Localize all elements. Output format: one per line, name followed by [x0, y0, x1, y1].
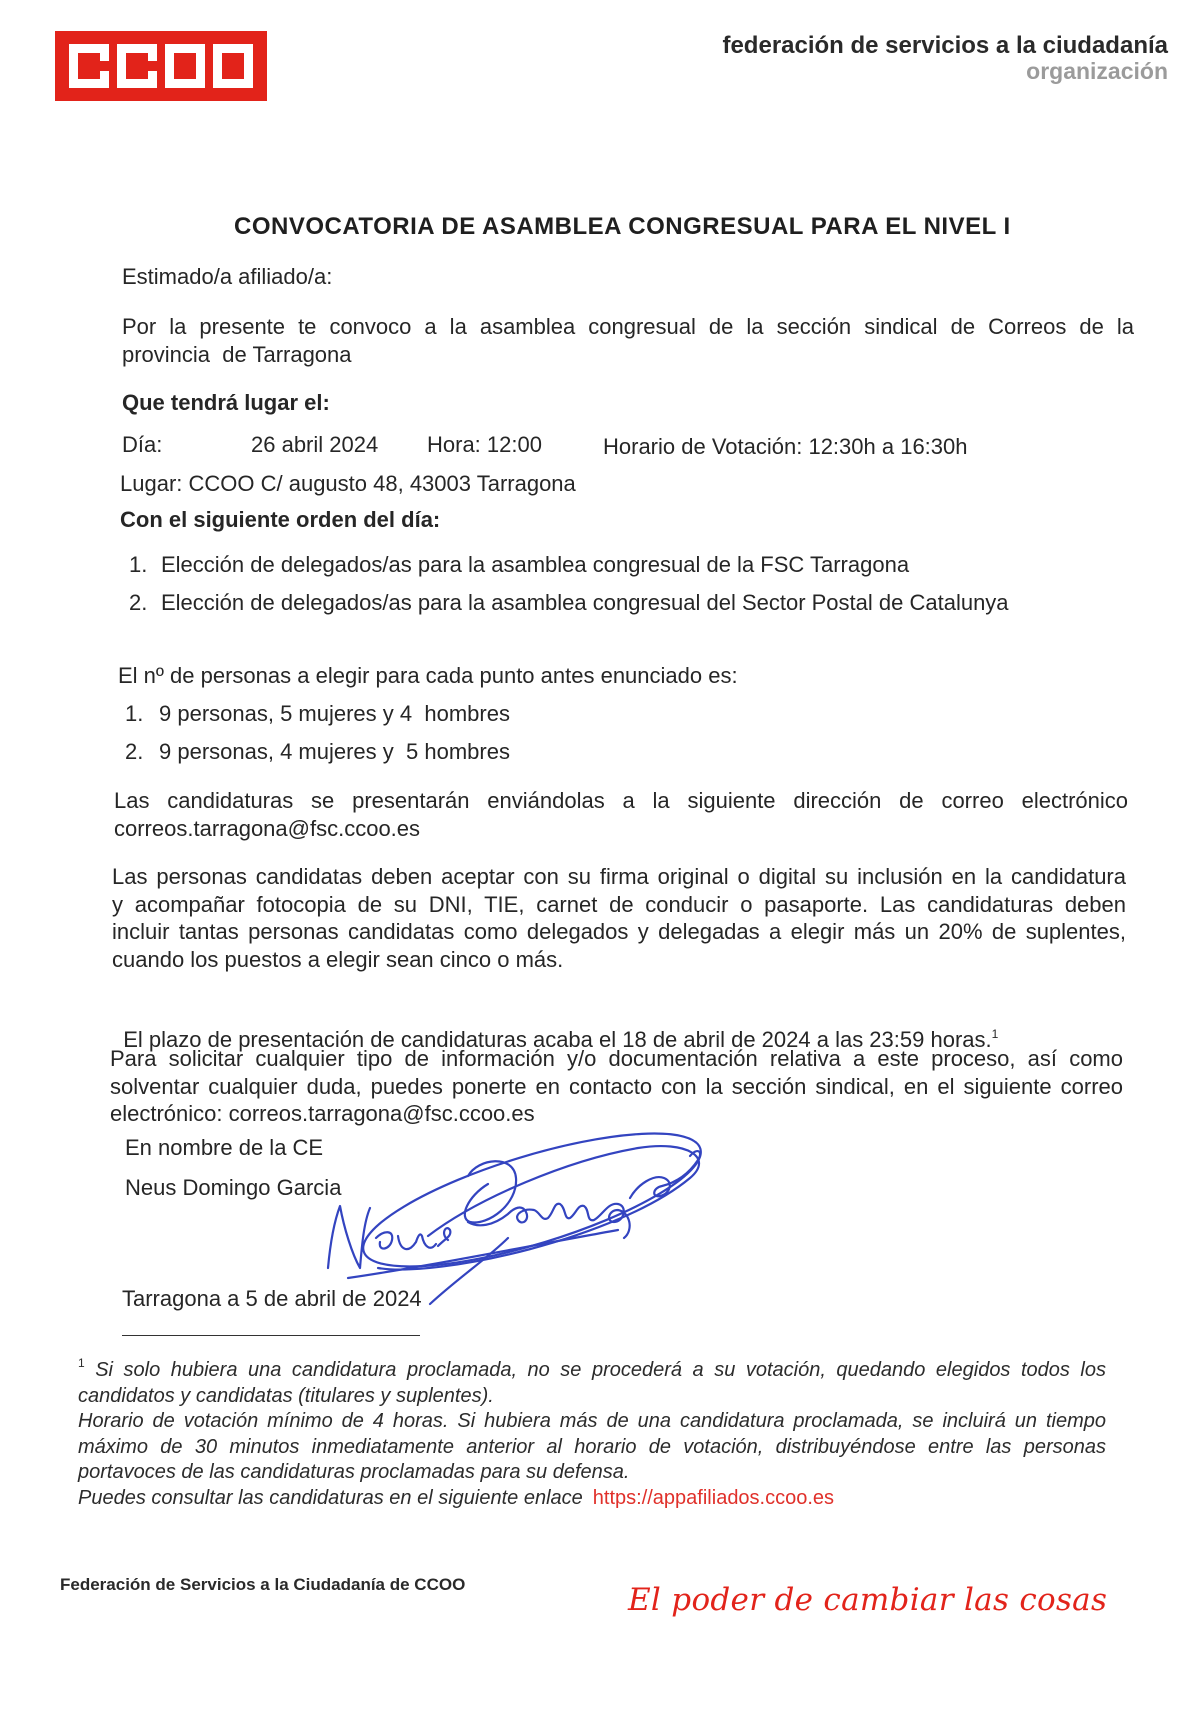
agenda-item-text: Elección de delegados/as para la asamblea congresual de la FSC Tarragona — [161, 552, 910, 577]
closing-on-behalf: En nombre de la CE — [125, 1135, 324, 1160]
seats-item-number: 2. — [125, 739, 144, 764]
requirements-paragraph — [112, 863, 1126, 973]
signature — [318, 1118, 708, 1308]
seats-intro: El nº de personas a elegir para cada punto antes enunciado es: — [118, 663, 738, 688]
footnote-2-line: máximo de 30 minutos inmediatamente anterior al horario de votación, distribuyéndose entre las personas — [78, 1435, 1106, 1458]
meeting-day-label: Día: — [122, 432, 163, 457]
intro-paragraph — [122, 313, 1134, 368]
agenda-item-number: 1. — [129, 552, 148, 577]
closing-signer: Neus Domingo Garcia — [125, 1175, 342, 1200]
handwritten-signature-icon — [318, 1118, 708, 1308]
logo-letter-o2 — [213, 44, 253, 88]
footnotes — [78, 1358, 1106, 1511]
agenda-item-number: 2. — [129, 590, 148, 615]
meeting-heading: Que tendrá lugar el: — [122, 390, 330, 415]
footnote-3-line — [78, 1486, 1106, 1512]
footnote-2-line: Horario de votación mínimo de 4 horas. Si hubiera más de una candidatura proclamada, se incluirá un tiempo — [78, 1410, 1106, 1432]
meeting-day-value: 26 abril 2024 — [251, 432, 379, 457]
footnote-1-line — [78, 1358, 1106, 1384]
seats-item-number: 1. — [125, 701, 144, 726]
footnote-3-text: Puedes consultar las candidaturas en el siguiente enlace — [78, 1486, 583, 1509]
ccoo-logo — [55, 31, 267, 101]
footnote-reference: 1 — [991, 1027, 999, 1041]
header-department: organización — [1026, 58, 1168, 84]
submission-line: Las candidaturas se presentarán enviándolas a la siguiente dirección de correo electrónico — [114, 788, 1128, 813]
agenda-item-text: Elección de delegados/as para la asamblea congresual del Sector Postal de Catalunya — [161, 590, 1009, 615]
contact-line: Para solicitar cualquier tipo de información y/o documentación relativa a este proceso, así como — [110, 1046, 1123, 1071]
contact-line: electrónico: correos.tarragona@fsc.ccoo.es — [110, 1101, 535, 1126]
page-title: CONVOCATORIA DE ASAMBLEA CONGRESUAL PARA EL NIVEL I — [234, 213, 1011, 240]
submission-email: correos.tarragona@fsc.ccoo.es — [114, 815, 421, 841]
meeting-voting-hours: Horario de Votación: 12:30h a 16:30h — [603, 434, 968, 459]
contact-paragraph — [110, 1045, 1123, 1128]
footer-slogan: El poder de cambiar las cosas — [628, 1582, 1108, 1618]
contact-line: solventar cualquier duda, puedes ponerte en contacto con la sección sindical, en el siguiente correo — [110, 1073, 1123, 1099]
footnote-1-text: Si solo hubiera una candidatura proclamada, no se procederá a su votación, quedando elegidos todos los — [95, 1359, 1106, 1381]
requirements-line: Las personas candidatas deben aceptar con su firma original o digital su inclusión en la candidatura — [112, 864, 1126, 889]
requirements-line: y acompañar fotocopia de su DNI, TIE, carnet de conducir o pasaporte. Las candidaturas deben — [112, 891, 1126, 917]
intro-line: provincia de Tarragona — [122, 341, 352, 367]
footnote-marker: 1 — [78, 1356, 85, 1370]
footnote-2-line: portavoces de las candidaturas proclamadas para su defensa. — [78, 1461, 630, 1483]
ccoo-logo-icon — [55, 31, 267, 101]
seats-item-text: 9 personas, 5 mujeres y 4 hombres — [159, 701, 510, 726]
logo-letter-c1 — [69, 44, 109, 88]
meeting-place: Lugar: CCOO C/ augusto 48, 43003 Tarragona — [120, 471, 576, 496]
closing-place-date: Tarragona a 5 de abril de 2024 — [122, 1286, 422, 1311]
deadline-text: El plazo de presentación de candidaturas acaba el 18 de abril de 2024 a las 23:59 horas. — [123, 1027, 992, 1052]
submission-paragraph — [114, 787, 1128, 842]
logo-letter-c2 — [117, 44, 157, 88]
header-federation: federación de servicios a la ciudadanía — [722, 32, 1168, 59]
footer-organization: Federación de Servicios a la Ciudadanía de CCOO — [60, 1575, 466, 1594]
agenda-heading: Con el siguiente orden del día: — [120, 507, 441, 532]
logo-letter-o1 — [165, 44, 205, 88]
intro-line: Por la presente te convoco a la asamblea congresual de la sección sindical de Correos de la — [122, 314, 1134, 339]
greeting: Estimado/a afiliado/a: — [122, 264, 333, 289]
footnote-1-line: candidatos y candidatas (titulares y suplentes). — [78, 1384, 494, 1407]
meeting-time: Hora: 12:00 — [427, 432, 542, 457]
requirements-line: cuando los puestos a elegir sean cinco o más. — [112, 946, 564, 972]
requirements-line: incluir tantas personas candidatas como delegados y delegadas a elegir más un 20% de suplentes, — [112, 919, 1126, 944]
candidatures-link[interactable]: https://appafiliados.ccoo.es — [592, 1486, 835, 1509]
footnote-divider — [122, 1335, 420, 1336]
seats-item-text: 9 personas, 4 mujeres y 5 hombres — [159, 739, 510, 764]
